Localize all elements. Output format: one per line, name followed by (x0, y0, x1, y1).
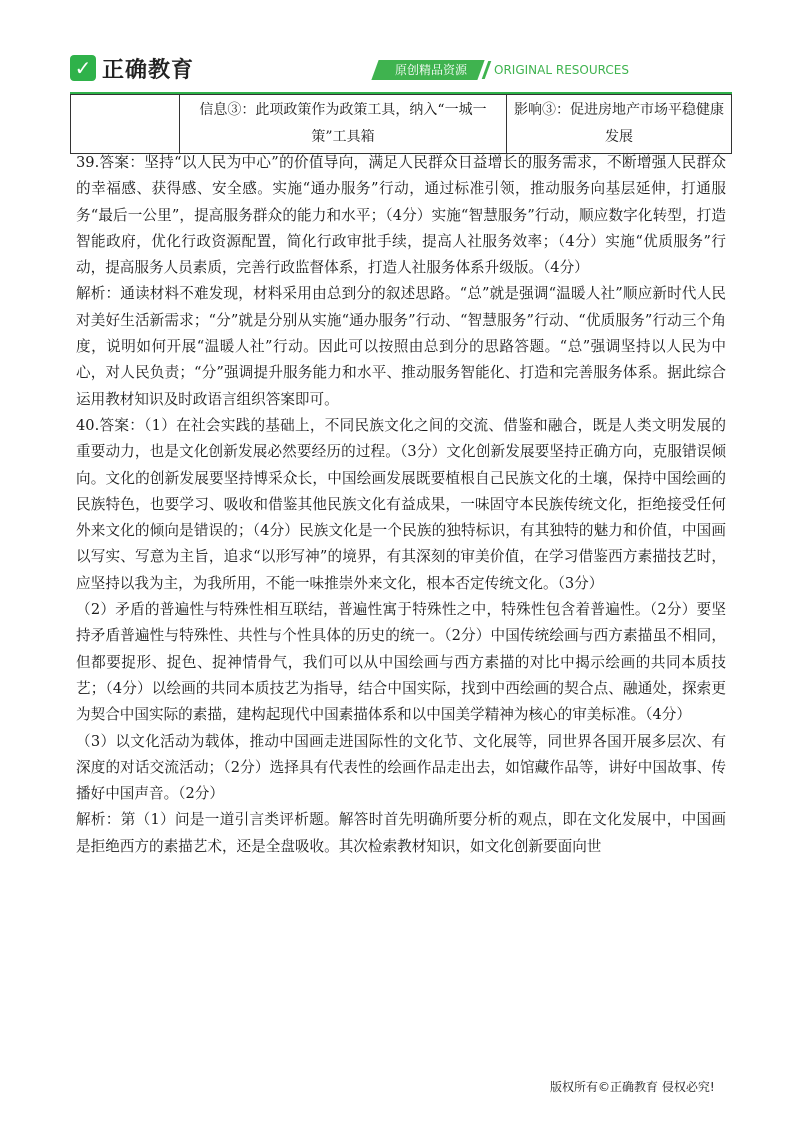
document-body (76, 150, 726, 860)
info-table (70, 94, 732, 154)
banner-cn: 原创精品资源 (371, 60, 484, 80)
answer-40-part3: （3）以文化活动为载体，推动中国画走进国际性的文化节、文化展等，同世界各国开展多层次、有深度的对话交流活动；（2分）选择具有代表性的绘画作品走出去，如馆藏作品等，讲好中国故事、传播好中国声音。（2分） (76, 732, 726, 803)
answer-39: 39.答案：坚持“以人民为中心”的价值导向，满足人民群众日益增长的服务需求，不断增强人民群众的幸福感、获得感、安全感。实施“通办服务”行动，通过标准引领，推动服务向基层延伸，打通服务“最后一公里”，提高服务群众的能力和水平；（4分）实施“智慧服务”行动，顺应数字化转型，打造智能政府，优化行政资源配置，简化行政审批手续，提高人社服务效率；（4分）实施“优质服务”行动，提高服务人员素质，完善行政监督体系，打造人社服务体系升级版。（4分） (76, 154, 726, 277)
checkmark-icon: ✓ (70, 55, 96, 81)
analysis-39: 解析：通读材料不难发现，材料采用由总到分的叙述思路。“总”就是强调“温暖人社”顺应新时代人民对美好生活新需求；“分”就是分别从实施“通办服务”行动、“智慧服务”行动、“优质服务”行动三个角度，说明如何开展“温暖人社”行动。因此可以按照由总到分的思路答题。“总”强调坚持以人民为中心，对人民负责；“分”强调提升服务能力和水平、推动服务智能化、打造和完善服务体系。据此综合运用教材知识及时政语言组织答案即可。 (76, 285, 726, 408)
analysis-40: 解析：第（1）问是一道引言类评析题。解答时首先明确所要分析的观点，即在文化发展中，中国画是拒绝西方的素描艺术，还是全盘吸收。其次检索教材知识，如文化创新要面向世 (76, 811, 726, 855)
brand-name: 正确教育 (102, 57, 195, 83)
page-header (70, 48, 732, 88)
answer-40-part1: 40.答案：（1）在社会实践的基础上，不同民族文化之间的交流、借鉴和融合，既是人类文明发展的重要动力，也是文化创新发展必然要经历的过程。（3分）文化创新发展要坚持正确方向，克服错误倾向。文化的创新发展要坚持博采众长，中国绘画发展既要植根自己民族文化的土壤，保持中国绘画的民族特色，也要学习、吸收和借鉴其他民族文化有益成果，一味固守本民族传统文化，拒绝接受任何外来文化的倾向是错误的；（4分）民族文化是一个民族的独特标识，有其独特的魅力和价值，中国画以写实、写意为主旨，追求“以形写神”的境界，有其深刻的审美价值，在学习借鉴西方素描技艺时，应坚持以我为主，为我所用，不能一味推崇外来文化，根本否定传统文化。（3分） (76, 416, 726, 592)
table-cell-impact: 影响③：促进房地产市场平稳健康发展 (507, 95, 732, 154)
table-cell-info: 信息③：此项政策作为政策工具，纳入“一城一策”工具箱 (180, 95, 507, 154)
table-row (71, 95, 732, 154)
brand-logo (70, 48, 194, 88)
answer-40-part2: （2）矛盾的普遍性与特殊性相互联结，普遍性寓于特殊性之中，特殊性包含着普遍性。（2分）要坚持矛盾普遍性与特殊性、共性与个性具体的历史的统一。（2分）中国传统绘画与西方素描虽不相同，但都要捉形、捉色、捉神情骨气，我们可以从中国绘画与西方素描的对比中揭示绘画的共同本质技艺；（4分）以绘画的共同本质技艺为指导，结合中国实际，找到中西绘画的契合点、融通处，探索更为契合中国实际的素描，建构起现代中国素描体系和以中国美学精神为核心的审美标准。（4分） (76, 601, 726, 724)
original-resources-banner (375, 60, 629, 80)
copyright-footer: 版权所有©正确教育 侵权必究! (550, 1080, 715, 1094)
table-cell-empty (71, 95, 180, 154)
banner-en: ORIGINAL RESOURCES (494, 63, 629, 77)
